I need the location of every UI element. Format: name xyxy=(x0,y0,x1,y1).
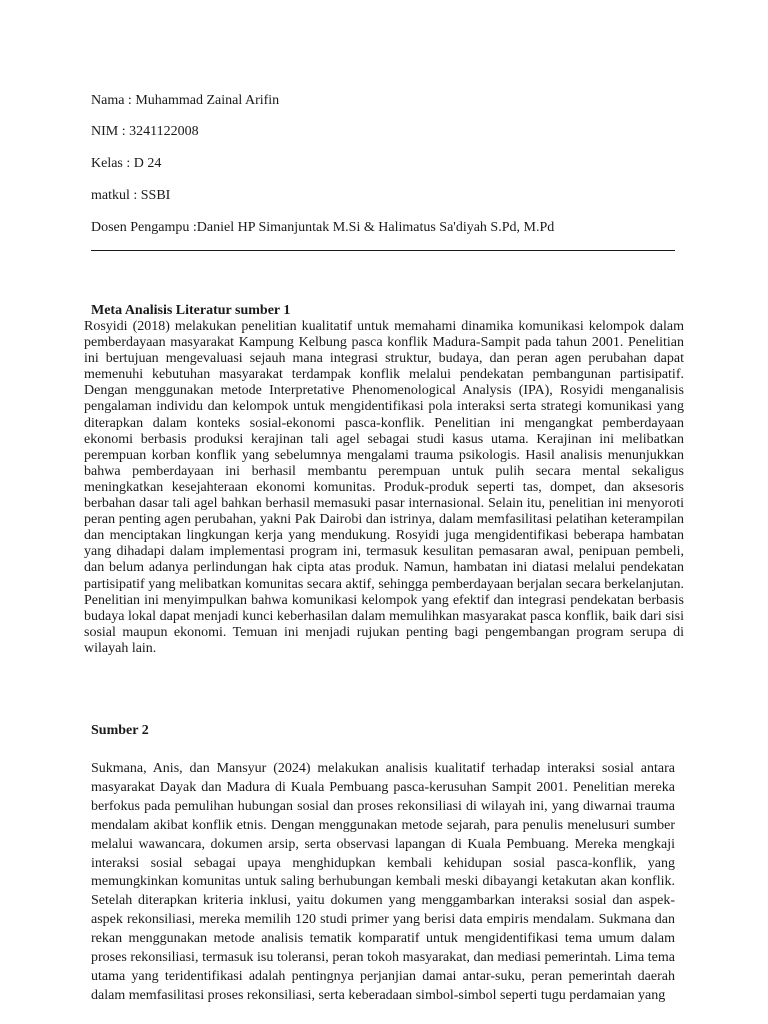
section1-paragraph: Rosyidi (2018) melakukan penelitian kualitatif untuk memahami dinamika komunikasi kelompok dalam pemberdayaan masyarakat Kampung Kelbung pasca konflik Madura-Sampit pada tahun 2001. Penelitian ini bertujuan mengevaluasi sejauh mana integrasi struktur, budaya, dan peran agen perubahan dapat memenuhi kebutuhan masyarakat terdampak konflik melalui pendekatan pembangunan partisipatif. Dengan menggunakan metode Interpretative Phenomenological Analysis (IPA), Rosyidi menganalisis pengalaman individu dan kelompok untuk mengidentifikasi pola interaksi serta strategi komunikasi yang diterapkan dalam konteks sosial-ekonomi pasca-konflik. Penelitian ini mengangkat pemberdayaan ekonomi berbasis produksi kerajinan tali agel sebagai studi kasus utama. Kerajinan ini melibatkan perempuan korban konflik yang sebelumnya mengalami trauma psikologis. Hasil analisis menunjukkan bahwa pemberdayaan ini berhasil membantu perempuan untuk pulih secara mental sekaligus meningkatkan kesejahteraan ekonomi komunitas. Produk-produk seperti tas, dompet, dan aksesoris berbahan dasar tali agel bahkan berhasil memasuki pasar internasional. Selain itu, penelitian ini menyoroti peran penting agen perubahan, yakni Pak Dairobi dan istrinya, dalam memfasilitasi pelatihan keterampilan dan menciptakan lingkungan kerja yang mendukung. Rosyidi juga mengidentifikasi beberapa hambatan yang dihadapi dalam implementasi program ini, termasuk kesulitan pemasaran awal, penipuan pembeli, dan belum adanya perlindungan hak cipta atas produk. Namun, hambatan ini diatasi melalui pendekatan partisipatif yang melibatkan komunitas secara aktif, sehingga pemberdayaan berjalan secara berkelanjutan. Penelitian ini menyimpulkan bahwa komunikasi kelompok yang efektif dan integrasi pendekatan berbasis budaya lokal dapat menjadi kunci keberhasilan dalam memulihkan masyarakat pasca konflik, baik dari sisi sosial maupun ekonomi. Temuan ini menjadi rujukan penting bagi pengembangan program serupa di wilayah lain. xyxy=(84,319,684,656)
student-nim: NIM : 3241122008 xyxy=(91,124,199,139)
section2-heading: Sumber 2 xyxy=(91,723,149,738)
student-name: Nama : Muhammad Zainal Arifin xyxy=(91,93,280,108)
section2-paragraph: Sukmana, Anis, dan Mansyur (2024) melakukan analisis kualitatif terhadap interaksi sosial antara masyarakat Dayak dan Madura di Kuala Pembuang pasca-kerusuhan Sampit 2001. Penelitian mereka berfokus pada pemulihan hubungan sosial dan proses rekonsiliasi di wilayah ini, yang diwarnai trauma mendalam akibat konflik etnis. Dengan menggunakan metode sejarah, para penulis menelusuri sumber melalui wawancara, dokumen arsip, serta observasi lapangan di Kuala Pembuang. Mereka mengkaji interaksi sosial sebagai upaya menghidupkan kembali kehidupan sosial pasca-konflik, yang memungkinkan komunitas untuk saling berhubungan kembali meski dibayangi ketakutan akan konflik. Setelah diterapkan kriteria inklusi, yaitu dokumen yang menggambarkan interaksi sosial dan aspek-aspek rekonsiliasi, mereka memilih 120 studi primer yang berisi data empiris mendalam. Sukmana dan rekan menggunakan metode analisis tematik komparatif untuk mengidentifikasi tema umum dalam proses rekonsiliasi, termasuk isu toleransi, peran tokoh masyarakat, dan mediasi pemerintah. Lima tema utama yang teridentifikasi adalah pentingnya perjanjian damai antar-suku, peran pemerintah daerah dalam memfasilitasi proses rekonsiliasi, serta keberadaan simbol-simbol seperti tugu perdamaian yang xyxy=(91,761,675,1003)
section1-heading: Meta Analisis Literatur sumber 1 xyxy=(91,303,291,318)
course-name: matkul : SSBI xyxy=(91,188,171,203)
lecturers: Dosen Pengampu :Daniel HP Simanjuntak M.Si & Halimatus Sa'diyah S.Pd, M.Pd xyxy=(91,220,555,235)
student-class: Kelas : D 24 xyxy=(91,156,162,171)
header-divider xyxy=(91,250,675,251)
